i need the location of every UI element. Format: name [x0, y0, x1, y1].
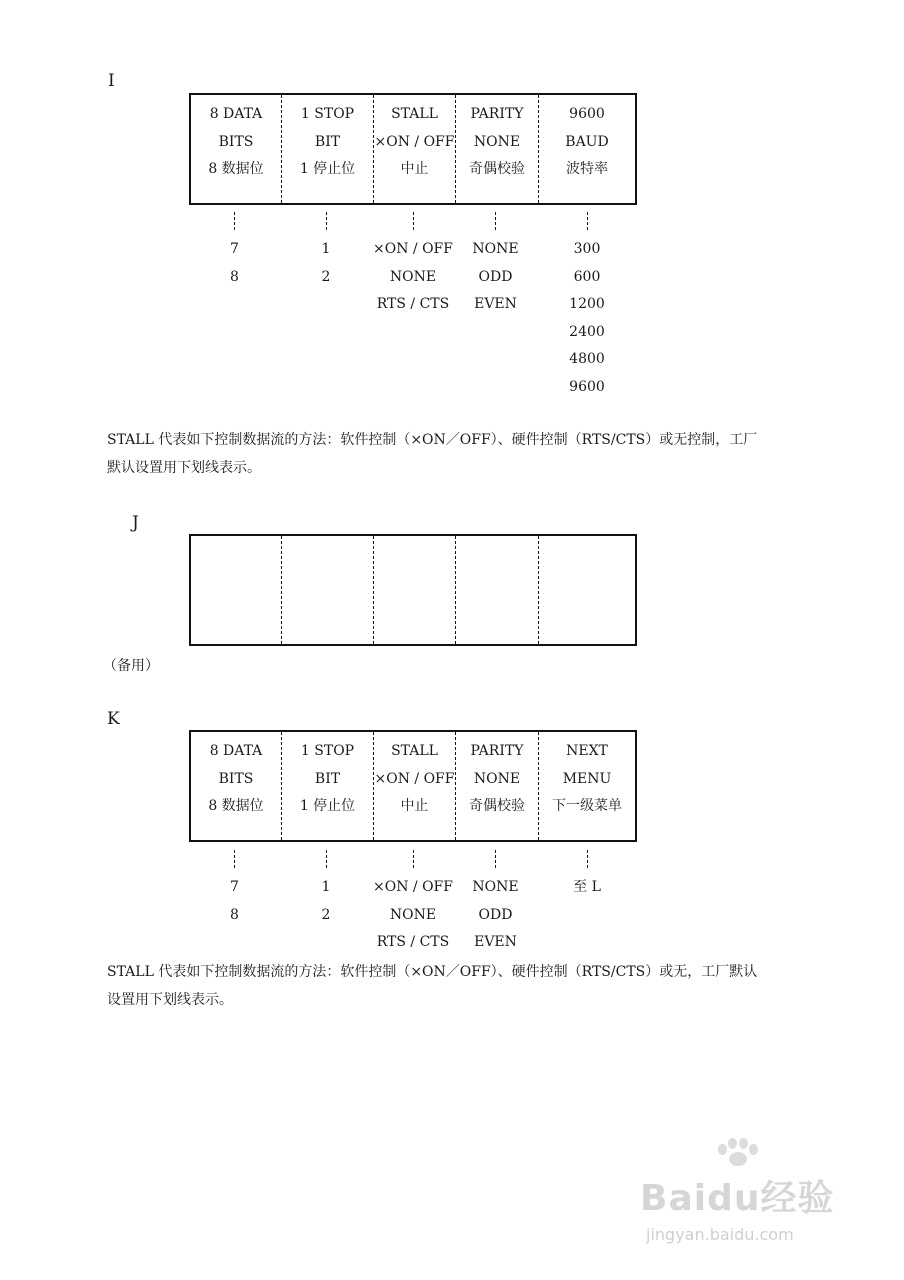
option-value: 1 [321, 879, 331, 895]
option-value: ODD [478, 268, 513, 285]
option-value: NONE [389, 906, 437, 923]
cell-empty [374, 536, 456, 644]
description-line: 默认设置用下划线表示。 [107, 460, 261, 476]
option-value: NONE [472, 879, 519, 895]
cell-line: PARITY [470, 743, 524, 759]
cell-stop-bit [282, 95, 374, 203]
options-next-menu [537, 850, 637, 961]
cell-line: 中止 [400, 798, 429, 814]
description-line: 设置用下划线表示。 [107, 992, 233, 1008]
cell-line: 1 停止位 [299, 798, 356, 814]
dashed-connector [413, 850, 414, 868]
dashed-connector [326, 212, 327, 230]
cell-line: 中止 [400, 161, 429, 177]
baidu-watermark [640, 1150, 870, 1244]
cell-baud [539, 95, 635, 203]
cell-data-bits [191, 95, 282, 203]
option-value: ×ON / OFF [373, 879, 453, 895]
cell-line: 1 停止位 [299, 161, 356, 177]
option-value: 至 L [573, 879, 601, 895]
options-i [189, 212, 637, 405]
option-value: NONE [472, 241, 519, 257]
cell-line: 奇偶校验 [469, 798, 525, 814]
option-value: 2400 [569, 323, 605, 340]
cell-line: NEXT [566, 743, 608, 759]
cell-line: BAUD [565, 133, 609, 150]
settings-box-i [189, 93, 637, 205]
cell-next-menu [539, 732, 635, 840]
cell-line: NONE [473, 133, 521, 150]
cell-stall [374, 95, 456, 203]
cell-stall [374, 732, 456, 840]
option-value: 2 [321, 906, 331, 923]
cell-line: MENU [562, 770, 612, 787]
cell-line: BITS [218, 770, 254, 787]
settings-box-k [189, 730, 637, 842]
option-value: 7 [230, 879, 239, 895]
dashed-connector [587, 850, 588, 868]
options-data-bits [189, 850, 280, 961]
cell-line: NONE [473, 770, 521, 787]
option-value: EVEN [474, 296, 517, 312]
cell-line: 波特率 [566, 161, 608, 177]
dashed-connector [587, 212, 588, 230]
option-value: 1 [321, 241, 331, 257]
option-value: 1200 [569, 296, 605, 312]
watermark-url: jingyan.baidu.com [646, 1225, 794, 1244]
option-value: ODD [478, 906, 513, 923]
option-value: 300 [573, 241, 601, 257]
option-value: 4800 [569, 351, 605, 367]
options-parity [454, 850, 537, 961]
cell-line: STALL [391, 106, 438, 122]
option-value: ×ON / OFF [373, 241, 453, 257]
options-k [189, 850, 637, 961]
option-value: 8 [230, 906, 239, 923]
watermark-logo: Baidu经验 [640, 1178, 835, 1219]
option-value: RTS / CTS [376, 934, 450, 950]
cell-line: 1 STOP [300, 106, 355, 122]
options-data-bits [189, 212, 280, 405]
description-i [107, 426, 797, 482]
cell-line: BIT [314, 133, 341, 150]
option-value: 8 [230, 268, 239, 285]
section-label-j: J [132, 513, 139, 533]
option-value: 7 [230, 241, 239, 257]
cell-line: 奇偶校验 [469, 161, 525, 177]
options-parity [454, 212, 537, 405]
cell-line: PARITY [470, 106, 524, 122]
cell-empty [456, 536, 539, 644]
section-label-k: K [107, 709, 120, 729]
options-stall [372, 850, 454, 961]
option-value: 600 [573, 268, 601, 285]
cell-line: ×ON / OFF [374, 770, 455, 787]
option-value: EVEN [474, 934, 517, 950]
description-line: STALL 代表如下控制数据流的方法：软件控制（×ON／OFF）、硬件控制（RTS/CTS）或无控制，工厂 [107, 432, 758, 448]
cell-empty [191, 536, 282, 644]
options-stop-bit [280, 850, 372, 961]
dashed-connector [234, 850, 235, 868]
option-value: 2 [321, 268, 331, 285]
option-value: RTS / CTS [376, 296, 450, 312]
cell-line: STALL [391, 743, 438, 759]
cell-line: 8 数据位 [208, 798, 264, 814]
option-value: 9600 [569, 378, 605, 395]
cell-line: 9600 [569, 106, 605, 122]
dashed-connector [495, 850, 496, 868]
cell-stop-bit [282, 732, 374, 840]
cell-empty [282, 536, 374, 644]
dashed-connector [234, 212, 235, 230]
options-baud [537, 212, 637, 405]
cell-parity [456, 732, 539, 840]
description-line: STALL 代表如下控制数据流的方法：软件控制（×ON／OFF）、硬件控制（RTS/CTS）或无，工厂默认 [107, 964, 758, 980]
cell-data-bits [191, 732, 282, 840]
reserved-note: （备用） [103, 658, 159, 674]
cell-line: 8 DATA [209, 106, 263, 122]
options-stall [372, 212, 454, 405]
settings-box-j [189, 534, 637, 646]
description-k [107, 958, 797, 1014]
cell-line: 8 DATA [209, 743, 263, 759]
section-label-i: I [108, 71, 115, 91]
dashed-connector [495, 212, 496, 230]
cell-line: 下一级菜单 [552, 798, 622, 814]
options-stop-bit [280, 212, 372, 405]
option-value: NONE [389, 268, 437, 285]
cell-line: 8 数据位 [208, 161, 264, 177]
cell-line: 1 STOP [300, 743, 355, 759]
cell-line: BIT [314, 770, 341, 787]
cell-empty [539, 536, 635, 644]
cell-line: ×ON / OFF [374, 133, 455, 150]
cell-line: BITS [218, 133, 254, 150]
dashed-connector [326, 850, 327, 868]
dashed-connector [413, 212, 414, 230]
cell-parity [456, 95, 539, 203]
